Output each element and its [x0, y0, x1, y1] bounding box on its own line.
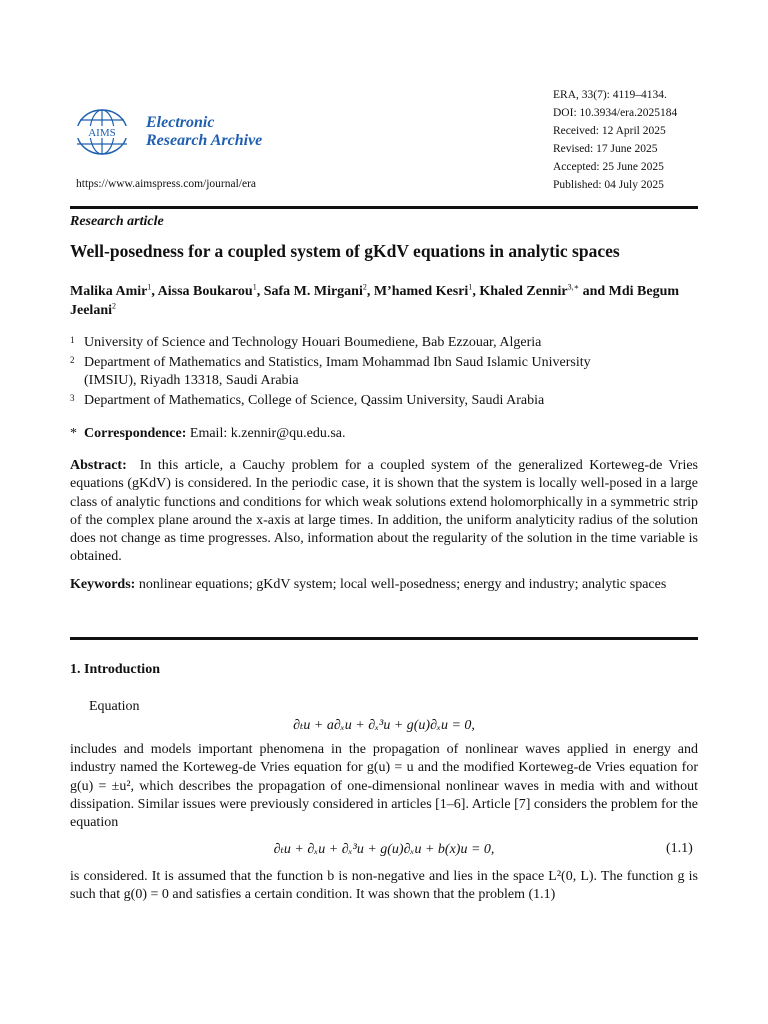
equation-1-1: ∂ₜu + ∂ₓu + ∂ₓ³u + g(u)∂ₓu + b(x)u = 0, [273, 842, 495, 857]
keywords: Keywords: nonlinear equations; gKdV system; local well-posedness; energy and industry; analytic spaces [70, 577, 667, 592]
equation-number: (1.1) [666, 841, 693, 856]
paragraph-intro: Equation [89, 699, 140, 714]
svg-text:AIMS: AIMS [88, 127, 116, 139]
article-meta: ERA, 33(7): 4119–4134. DOI: 10.3934/era.2025184 Received: 12 April 2025 Revised: 17 June 2025 Accepted: 25 June 2025 Published: 04 July 2025 [553, 89, 678, 192]
abstract-rule [70, 637, 698, 640]
author-list: Malika Amir$^1$, Aissa Boukarou$^1$, Safa M. Mirgani$^2$, M’hamed Kesri$^1$, Khaled Zennir$^{3,∗}$ and Mdi Begum Jeelani$^2$ [70, 282, 680, 318]
affiliation-2: 2 Department of Mathematics and Statistics, Imam Mohammad Ibn Saud Islamic University (IMSIU), Riyadh 13318, Saudi Arabia [70, 355, 591, 388]
journal-url[interactable]: https://www.aimspress.com/journal/era [76, 178, 257, 190]
header-rule [70, 206, 698, 209]
article-type: Research article [70, 214, 164, 229]
paragraph-2: includes and models important phenomena in the propagation of nonlinear waves applied in energy and industry named the Korteweg-de Vries equation for g(u) = u and the modified Korteweg-de Vries equation for g(u) = ±u², which describes the propagation of one-dimensional nonlinear waves in media with and without dissipation. Similar issues were previously considered in articles [1–6]. Article [7] considers the problem for the equation [70, 742, 698, 831]
correspondence-email[interactable]: Email: k.zennir@qu.edu.sa. [189, 426, 346, 441]
journal-name: Electronic Research Archive [146, 114, 263, 149]
correspondence: * Correspondence: Email: k.zennir@qu.edu.sa. [70, 426, 346, 441]
aims-logo [74, 106, 130, 158]
affiliation-1: 1 University of Science and Technology Houari Boumediene, Bab Ezzouar, Algeria [70, 335, 542, 350]
equation-1: ∂ₜu + a∂ₓu + ∂ₓ³u + g(u)∂ₓu = 0, [293, 718, 475, 733]
abstract: Abstract: In this article, a Cauchy problem for a coupled system of the generalized Korteweg-de Vries equations (gKdV) is considered. In the periodic case, it is shown that the system is locally well-posed in a large class of analytic functions and conditions for which weak solutions extend holomorphically in a symmetric strip of the complex plane around the x-axis at large times. In addition, the uniform analyticity radius of the solution does not change as time progresses. Also, information about the regularity of the solution in the time variable is obtained. [70, 458, 699, 565]
affiliation-3: 3 Department of Mathematics, College of Science, Qassim University, Saudi Arabia [70, 393, 545, 408]
paragraph-3: is considered. It is assumed that the function b is non-negative and lies in the space L²(0, L). The function g is such that g(0) = 0 and satisfies a certain condition. It was shown that the problem (1.1) [70, 869, 698, 903]
section-heading: 1. Introduction [70, 662, 160, 677]
page-title: Well-posedness for a coupled system of gKdV equations in analytic spaces [70, 241, 620, 261]
